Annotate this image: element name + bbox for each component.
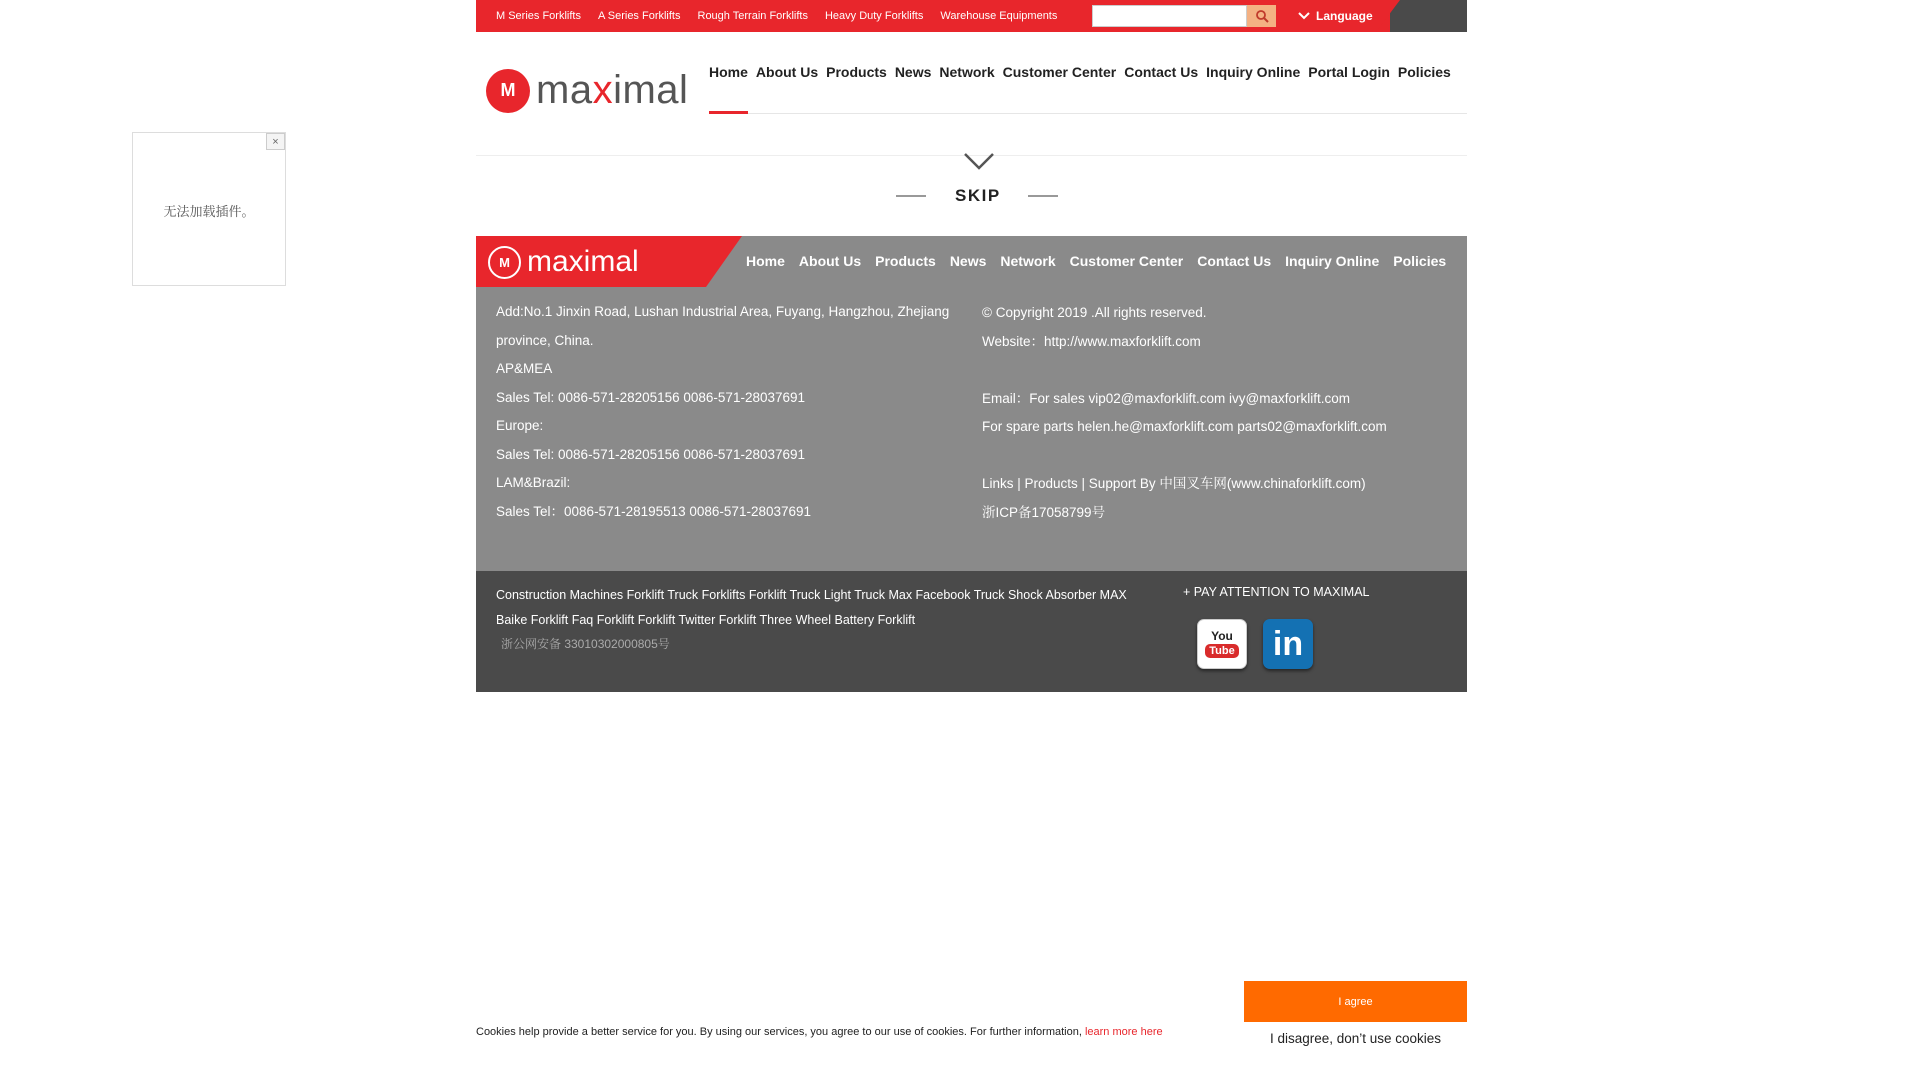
footer: [476, 236, 1467, 571]
region-apmea: AP&MEA: [496, 361, 553, 376]
youtube-icon[interactable]: [1197, 619, 1247, 669]
footer-company-info: [982, 299, 1462, 527]
footer-logo[interactable]: [488, 245, 639, 279]
footer-links[interactable]: Links | Products | Support By 中国叉车网(www.chinaforklift.com): [982, 476, 1366, 491]
logo-mark-icon: M: [486, 69, 530, 113]
logo-wordmark-x: x: [592, 68, 614, 112]
chevron-down-icon: [1298, 12, 1310, 20]
footer-logo-slant: [706, 236, 742, 287]
site-logo[interactable]: [486, 68, 688, 113]
top-link-a-series[interactable]: A Series Forklifts: [597, 10, 681, 22]
footer-logo-mark-icon: M: [488, 246, 521, 279]
disagree-button[interactable]: I disagree, don’t use cookies: [1244, 1028, 1467, 1048]
agree-button[interactable]: I agree: [1244, 981, 1467, 1022]
footer-nav-contact-us[interactable]: Contact Us: [1197, 253, 1272, 269]
footer-nav-products[interactable]: Products: [875, 253, 936, 269]
top-bar-slant: [1376, 0, 1400, 32]
footer-nav-network[interactable]: Network: [1000, 253, 1056, 269]
sales-tel-europe: Sales Tel: 0086-571-28205156 0086-571-28037691: [496, 446, 806, 462]
learn-more-link[interactable]: learn more here: [1084, 1026, 1163, 1038]
nav-item-network[interactable]: Network: [939, 64, 995, 80]
top-link-m-series[interactable]: M Series Forklifts: [496, 10, 581, 22]
address-line-2: province, China.: [496, 332, 594, 348]
plugin-placeholder: [132, 132, 286, 286]
skip-button[interactable]: SKIP: [955, 186, 1001, 205]
nav-item-policies[interactable]: Policies: [1397, 64, 1451, 80]
region-lam-brazil: LAM&Brazil:: [496, 475, 571, 490]
sales-tel-apmea: Sales Tel: 0086-571-28205156 0086-571-28037691: [496, 389, 806, 405]
top-link-heavy-duty[interactable]: Heavy Duty Forklifts: [824, 10, 924, 22]
police-icp-number[interactable]: 浙公网安备 33010302000805号: [501, 637, 670, 651]
footer-nav-home[interactable]: Home: [746, 253, 785, 269]
footer-nav: [746, 253, 1446, 269]
nav-item-products[interactable]: Products: [826, 64, 887, 80]
nav-item-home[interactable]: Home: [709, 64, 748, 80]
top-link-warehouse[interactable]: Warehouse Equipments: [940, 10, 1058, 22]
parts-email[interactable]: For spare parts helen.he@maxforklift.com parts02@maxforklift.com: [982, 419, 1387, 434]
top-link-rough-terrain[interactable]: Rough Terrain Forklifts: [697, 10, 808, 22]
language-selector[interactable]: [1298, 0, 1373, 32]
skip-dash-left: [896, 195, 926, 197]
footer-contact-info: [496, 298, 976, 526]
footer-nav-about-us[interactable]: About Us: [798, 253, 862, 269]
search-input[interactable]: [1092, 5, 1247, 27]
cookie-notice-text: Cookies help provide a better service for you. By using our services, you agree to our use of cookies. For further information,: [476, 1026, 1085, 1038]
footer-nav-inquiry-online[interactable]: Inquiry Online: [1285, 253, 1380, 269]
nav-item-customer-center[interactable]: Customer Center: [1002, 64, 1117, 80]
sales-tel-lam-brazil: Sales Tel：0086-571-28195513 0086-571-28037691: [496, 503, 812, 519]
plugin-error-message: 无法加载插件。: [163, 204, 255, 219]
top-bar-dark-area: [1390, 0, 1467, 32]
top-bar: [476, 0, 1467, 32]
nav-item-portal-login[interactable]: Portal Login: [1308, 64, 1390, 80]
footer-nav-policies[interactable]: Policies: [1393, 253, 1447, 269]
language-label: Language: [1316, 9, 1373, 23]
footer-logo-wordmark: maximal: [527, 245, 639, 278]
search-icon: [1255, 9, 1269, 23]
nav-divider: [709, 113, 1467, 114]
footer-keyword-links[interactable]: Construction Machines Forklift Truck Forklifts Forklift Truck Light Truck Max Facebook Truck Shock Absorber MAX Baike Forklift Faq Forklift Forklift Twitter Forklift Three Wheel Battery Forklift: [496, 588, 1127, 627]
sales-email[interactable]: Email：For sales vip02@maxforklift.com ivy@maxforklift.com: [982, 390, 1350, 406]
youtube-icon-you: You: [1211, 629, 1233, 643]
nav-item-news[interactable]: News: [894, 64, 932, 80]
logo-wordmark-prefix: ma: [536, 68, 593, 112]
address-line-1: Add:No.1 Jinxin Road, Lushan Industrial Area, Fuyang, Hangzhou, Zhejiang: [496, 304, 950, 319]
copyright: © Copyright 2019 .All rights reserved.: [982, 305, 1207, 320]
icp-number[interactable]: 浙ICP备17058799号: [982, 504, 1106, 520]
footer-bottom: [476, 571, 1467, 692]
website-link[interactable]: Website：http://www.maxforklift.com: [982, 333, 1201, 349]
footer-nav-news[interactable]: News: [949, 253, 987, 269]
nav-item-about-us[interactable]: About Us: [755, 64, 819, 80]
footer-nav-customer-center[interactable]: Customer Center: [1069, 253, 1184, 269]
close-button[interactable]: ×: [266, 133, 285, 150]
logo-wordmark-suffix: imal: [613, 68, 689, 112]
main-nav: [709, 64, 1451, 80]
search-button[interactable]: [1247, 5, 1276, 27]
cookie-notice: [476, 1026, 1163, 1038]
nav-item-contact-us[interactable]: Contact Us: [1124, 64, 1199, 80]
linkedin-icon[interactable]: in: [1263, 619, 1313, 669]
skip-dash-right: [1028, 195, 1058, 197]
region-europe: Europe:: [496, 418, 544, 433]
logo-wordmark: [536, 68, 688, 113]
pay-attention-label: + PAY ATTENTION TO MAXIMAL: [1183, 585, 1370, 599]
chevron-down-icon[interactable]: [964, 152, 994, 172]
nav-active-indicator: [709, 111, 748, 114]
nav-item-inquiry-online[interactable]: Inquiry Online: [1206, 64, 1301, 80]
youtube-icon-tube: Tube: [1205, 644, 1238, 658]
top-series-links: [496, 0, 1057, 32]
